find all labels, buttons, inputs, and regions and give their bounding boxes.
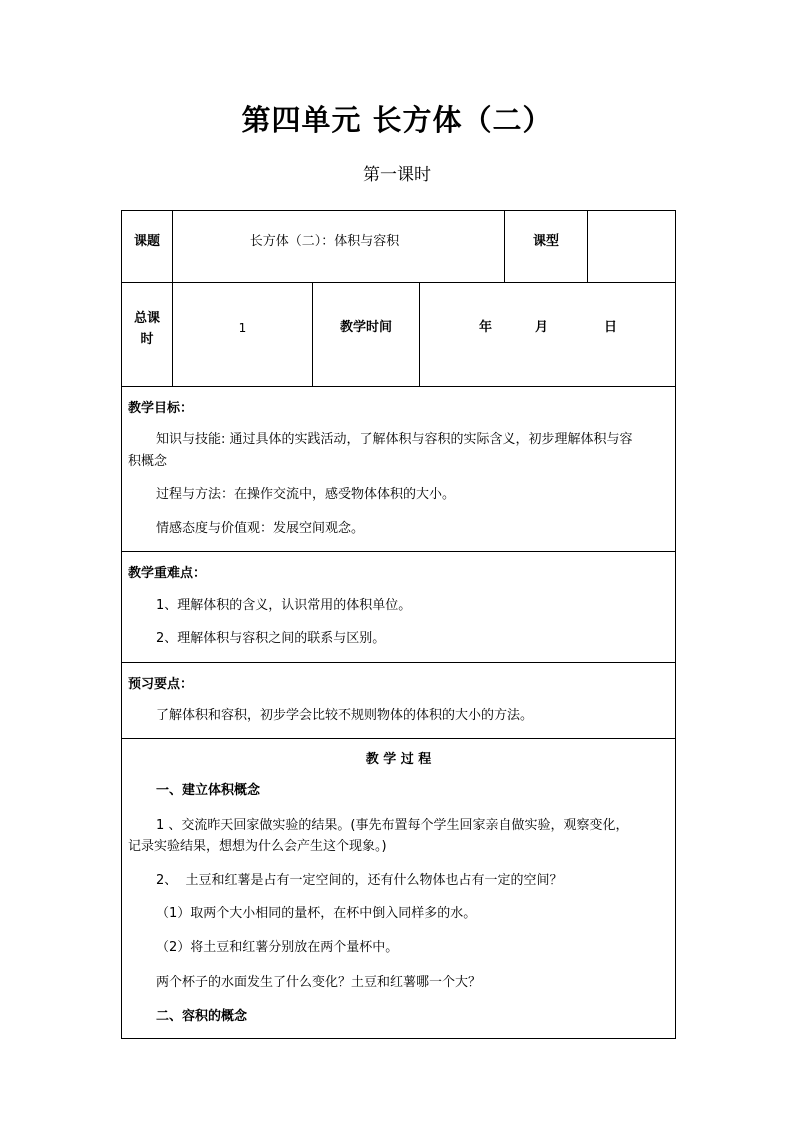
row-divider [122,662,675,663]
key-point-item: 1、理解体积的含义，认识常用的体积单位。 [156,598,412,613]
topic-label: 课题 [133,234,160,249]
process-paragraph: 两个杯子的水面发生了什么变化？土豆和红薯哪一个大？ [156,975,482,990]
objective-item: 情感态度与价值观：发展空间观念。 [156,521,365,536]
objective-item: 知识与技能: 通过具体的实践活动，了解体积与容积的实际含义，初步理解体积与容 [156,432,633,447]
process-paragraph: （2）将土豆和红薯分别放在两个量杯中。 [156,940,399,955]
process-paragraph: 记录实验结果，想想为什么会产生这个现象。) [128,839,387,854]
topic-value: 长方体（二）：体积与容积 [249,234,400,249]
lesson-plan-table [121,210,676,1039]
row-divider [122,551,675,552]
row-divider [122,738,675,739]
total-hours-value: 1 [238,321,247,335]
row-divider [122,282,675,283]
objective-item: 积概念 [128,454,168,469]
total-hours-label-line1: 总课 [133,311,160,326]
total-hours-label-line2: 时 [140,332,154,347]
document-subtitle: 第一课时 [363,165,431,185]
key-points-heading: 教学重难点： [128,566,207,581]
process-paragraph: 2、 土豆和红薯是占有一定空间的，还有什么物体也占有一定的空间？ [156,873,563,888]
year-label: 年 [479,320,493,335]
day-label: 日 [604,320,618,335]
objective-item: 过程与方法：在操作交流中，感受物体体积的大小。 [156,487,456,502]
type-label: 课型 [532,234,559,249]
process-section-title: 一、建立体积概念 [156,783,261,798]
objectives-heading: 教学目标： [128,401,194,416]
column-divider [587,211,588,282]
document-title: 第四单元 长方体（二） [241,103,553,137]
process-paragraph: 1 、交流昨天回家做实验的结果。(事先布置每个学生回家亲自做实验，观察变化， [156,818,629,833]
process-section-title: 二、容积的概念 [156,1009,248,1024]
key-point-item: 2、理解体积与容积之间的联系与区别。 [156,631,386,646]
process-paragraph: （1）取两个大小相同的量杯，在杯中倒入同样多的水。 [156,906,477,921]
process-heading: 教 学 过 程 [365,752,432,767]
preview-text: 了解体积和容积，初步学会比较不规则物体的体积的大小的方法。 [156,708,534,723]
preview-heading: 预习要点： [128,677,194,692]
month-label: 月 [535,320,549,335]
row-divider [122,386,675,387]
column-divider [419,282,420,386]
teaching-time-label: 教学时间 [339,320,392,335]
